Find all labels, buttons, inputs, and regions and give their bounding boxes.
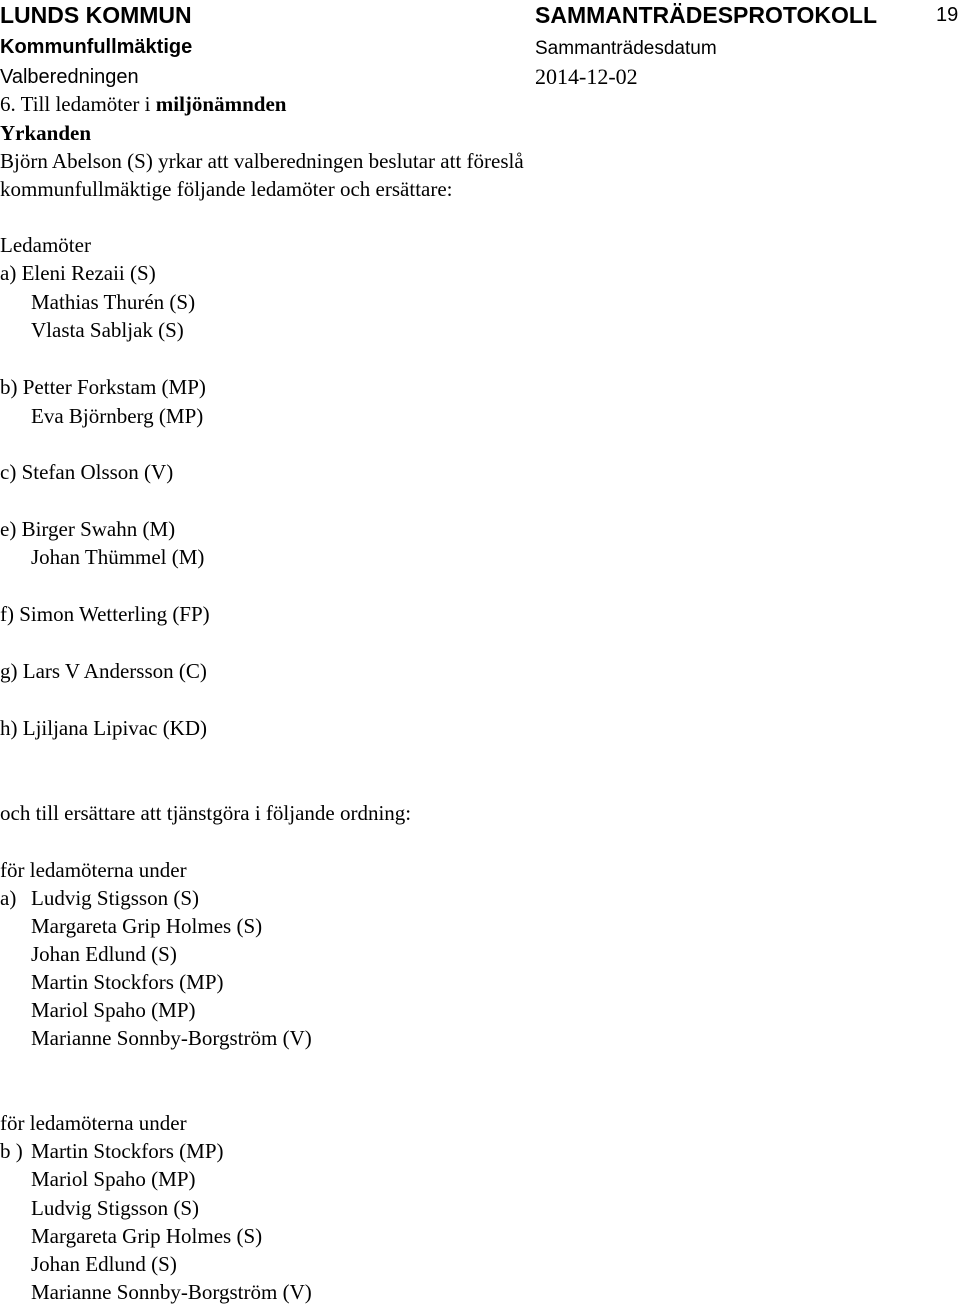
member-line: f) Simon Wetterling (FP) [0, 602, 210, 626]
substitute-line: Margareta Grip Holmes (S) [31, 914, 263, 938]
committee-name: Valberedningen [0, 66, 139, 88]
substitutes-group-heading: för ledamöterna under [0, 858, 187, 882]
member-line: b) Petter Forkstam (MP) [0, 375, 206, 399]
section-title-bold: miljönämnden [155, 92, 287, 116]
substitutes-intro: och till ersättare att tjänstgöra i följande ordning: [0, 801, 412, 825]
member-line: Eva Björnberg (MP) [31, 404, 204, 428]
substitute-line: Ludvig Stigsson (S) [31, 886, 200, 910]
members-heading: Ledamöter [0, 233, 91, 257]
substitute-line: Johan Edlund (S) [31, 1252, 177, 1276]
member-line: Vlasta Sabljak (S) [31, 318, 184, 342]
section-title [0, 94, 286, 115]
member-line: g) Lars V Andersson (C) [0, 659, 207, 683]
substitute-prefix: a) [0, 886, 17, 910]
substitute-line: Martin Stockfors (MP) [31, 1139, 224, 1163]
org-name: LUNDS KOMMUN [0, 2, 192, 28]
substitute-line: Martin Stockfors (MP) [31, 970, 224, 994]
body-name: Kommunfullmäktige [0, 36, 193, 58]
page-number: 19 [936, 4, 959, 26]
section-subheading: Yrkanden [0, 121, 92, 145]
member-line: Johan Thümmel (M) [31, 545, 205, 569]
intro-line-2: kommunfullmäktige följande ledamöter och ersättare: [0, 177, 453, 201]
date-label: Sammanträdesdatum [535, 38, 717, 59]
member-line: h) Ljiljana Lipivac (KD) [0, 716, 208, 740]
substitute-line: Margareta Grip Holmes (S) [31, 1224, 263, 1248]
document-type: SAMMANTRÄDESPROTOKOLL [535, 2, 878, 28]
substitute-line: Mariol Spaho (MP) [31, 998, 196, 1022]
substitute-line: Ludvig Stigsson (S) [31, 1196, 200, 1220]
substitute-line: Mariol Spaho (MP) [31, 1167, 196, 1191]
meeting-date: 2014-12-02 [535, 64, 638, 89]
member-line: a) Eleni Rezaii (S) [0, 261, 156, 285]
section-title-prefix: 6. Till ledamöter i [0, 92, 156, 116]
member-line: c) Stefan Olsson (V) [0, 460, 174, 484]
substitutes-group-heading: för ledamöterna under [0, 1111, 187, 1135]
member-line: e) Birger Swahn (M) [0, 517, 176, 541]
substitute-prefix: b ) [0, 1139, 23, 1163]
substitute-line: Marianne Sonnby-Borgström (V) [31, 1280, 312, 1304]
member-line: Mathias Thurén (S) [31, 290, 196, 314]
substitute-line: Marianne Sonnby-Borgström (V) [31, 1026, 312, 1050]
intro-line-1: Björn Abelson (S) yrkar att valberedningen beslutar att föreslå [0, 149, 524, 173]
substitute-line: Johan Edlund (S) [31, 942, 177, 966]
